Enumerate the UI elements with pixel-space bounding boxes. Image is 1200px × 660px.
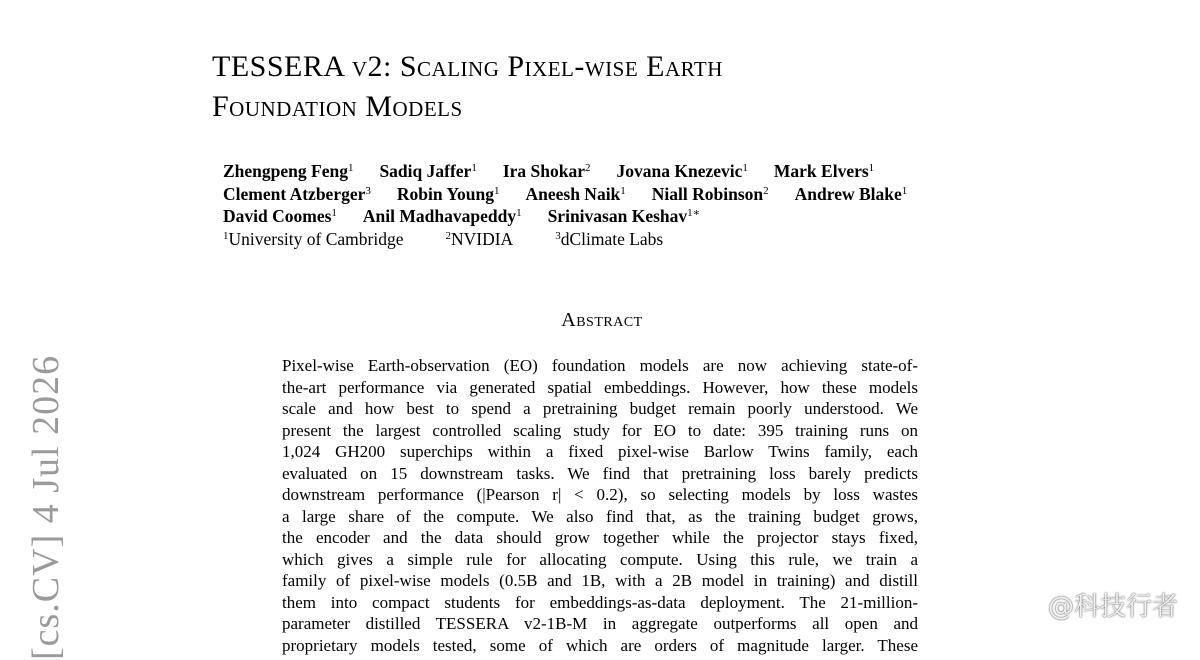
arxiv-stamp: [cs.CV] 4 Jul 2026 xyxy=(25,354,67,660)
abstract-body xyxy=(282,355,918,656)
paw-logo-icon xyxy=(1016,592,1046,618)
affiliation xyxy=(555,229,663,249)
author-affiliation-mark: 1 xyxy=(868,162,875,174)
author-line xyxy=(223,205,907,228)
author-name xyxy=(379,161,476,181)
author-name-text: Srinivasan Keshav xyxy=(547,206,688,226)
abstract-line: evaluated on 15 downstream tasks. We find that pretraining loss barely predicts xyxy=(282,463,918,483)
author-name xyxy=(774,161,874,181)
abstract-line: the-art performance via generated spatial embeddings. However, how these models xyxy=(282,377,918,397)
author-name-text: Niall Robinson xyxy=(651,183,764,204)
abstract-line: Pixel-wise Earth-observation (EO) foundation models are now achieving state-of- xyxy=(282,356,918,375)
abstract-line: them into compact students for embeddings-as-data deployment. The 21-million- xyxy=(282,592,918,612)
author-affiliation-mark: 1 xyxy=(620,184,626,197)
author-name-text: Sadiq Jaffer xyxy=(379,161,472,181)
abstract-line: proprietary models tested, some of which are orders of magnitude larger. These xyxy=(282,635,918,655)
abstract-line: the encoder and the data should grow together while the projector stays fixed, xyxy=(282,528,918,547)
watermark xyxy=(1016,586,1178,623)
affiliation-name: University of Cambridge xyxy=(228,228,404,249)
author-affiliation-mark: 1 xyxy=(901,184,908,197)
abstract-line: scale and how best to spend a pretraining budget remain poorly understood. We xyxy=(282,399,918,418)
author-name-text: Andrew Blake xyxy=(794,183,902,204)
abstract-line: a large share of the compute. We also find that, as the training budget grows, xyxy=(282,506,918,526)
author-affiliation-mark: 3 xyxy=(365,184,371,197)
title-line-1: TESSERA v2: Scaling Pixel-wise Earth xyxy=(212,50,723,83)
author-affiliation-mark: 2 xyxy=(763,184,769,197)
author-name xyxy=(548,206,701,226)
author-line xyxy=(223,183,907,206)
author-name-text: Ira Shokar xyxy=(502,161,585,181)
author-name xyxy=(363,206,522,226)
author-name-text: Clement Atzberger xyxy=(223,183,366,204)
affiliation-name: dClimate Labs xyxy=(560,228,664,249)
author-affiliation-mark: 1 xyxy=(331,207,337,219)
author-affiliation-mark: 1 xyxy=(742,162,748,174)
author-name-text: Zhengpeng Feng xyxy=(223,161,348,181)
author-affiliation-mark: 1 xyxy=(347,162,354,174)
affiliation xyxy=(223,229,403,249)
author-affiliation-mark: 1 xyxy=(493,184,500,197)
author-name xyxy=(795,184,908,204)
abstract-line: family of pixel-wise models (0.5B and 1B, with a 2B model in training) and distill xyxy=(282,571,918,590)
author-name xyxy=(617,161,748,181)
author-line xyxy=(223,160,907,183)
abstract-line: downstream performance (|Pearson r| < 0.2), so selecting models by loss wastes xyxy=(282,485,918,504)
affiliation-name: NVIDIA xyxy=(450,228,514,249)
author-name-text: Robin Young xyxy=(396,183,494,204)
author-name-text: Jovana Knezevic xyxy=(616,161,743,181)
abstract-line: 1,024 GH200 superchips within a fixed pixel-wise Barlow Twins family, each xyxy=(282,442,918,461)
watermark-text: @科技行者 xyxy=(1047,592,1178,622)
title-line-2: Foundation Models xyxy=(212,90,463,123)
author-name xyxy=(223,184,371,204)
abstract-line: which gives a simple rule for allocating compute. Using this rule, we train a xyxy=(282,549,918,569)
affiliation-line xyxy=(223,228,907,251)
affiliation xyxy=(445,229,513,249)
author-affiliation-mark: 1 xyxy=(471,162,477,174)
affiliation-number: 2 xyxy=(445,229,451,242)
author-block xyxy=(223,160,907,250)
author-name xyxy=(223,206,337,226)
author-name-text: David Coomes xyxy=(223,206,332,226)
author-name-text: Mark Elvers xyxy=(773,161,869,181)
author-affiliation-mark: 1 xyxy=(516,207,522,219)
paper-title xyxy=(212,47,723,127)
author-name xyxy=(525,184,625,204)
abstract-line: present the largest controlled scaling study for EO to date: 395 training runs on xyxy=(282,420,918,440)
author-name xyxy=(652,184,769,204)
affiliation-number: 1 xyxy=(223,229,229,242)
author-affiliation-mark: 2 xyxy=(585,162,591,174)
author-name xyxy=(397,184,500,204)
abstract-line: parameter distilled TESSERA v2-1B-M in aggregate outperforms all open and xyxy=(282,614,918,633)
abstract-heading: Abstract xyxy=(561,309,643,331)
author-affiliation-mark: 1∗ xyxy=(687,207,701,219)
author-name-text: Anil Madhavapeddy xyxy=(362,206,517,226)
affiliation-number: 3 xyxy=(555,229,561,242)
author-name xyxy=(503,161,591,181)
author-name xyxy=(223,161,353,181)
author-name-text: Aneesh Naik xyxy=(525,183,621,204)
